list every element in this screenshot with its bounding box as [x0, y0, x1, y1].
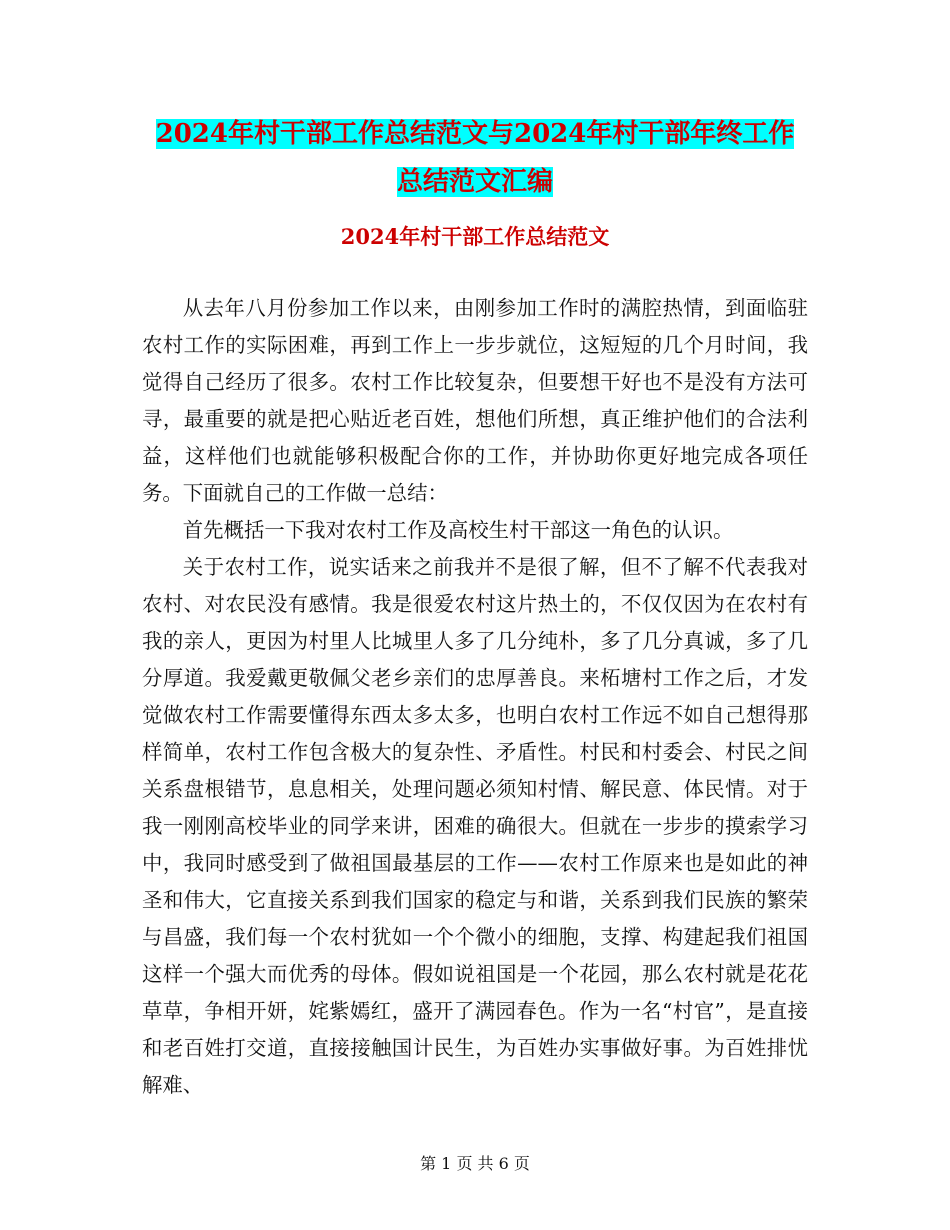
document-title-line-2: 总结范文汇编	[396, 167, 553, 197]
page-footer: 第 1 页 共 6 页	[420, 1154, 530, 1173]
document-body	[142, 290, 808, 1104]
paragraph: 从去年八月份参加工作以来，由刚参加工作时的满腔热情，到面临驻农村工作的实际困难，再到工作上一步步就位，这短短的几个月时间，我觉得自己经历了很多。农村工作比较复杂，但要想干好也不是没有方法可寻，最重要的就是把心贴近老百姓，想他们所想，真正维护他们的合法利益，这样他们也就能够积极配合你的工作，并协助你更好地完成各项任务。下面就自己的工作做一总结：	[142, 296, 808, 505]
paragraph: 关于农村工作，说实话来之前我并不是很了解，但不了解不代表我对农村、对农民没有感情。我是很爱农村这片热土的，不仅仅因为在农村有我的亲人，更因为村里人比城里人多了几分纯朴，多了几分真诚，多了几分厚道。我爱戴更敬佩父老乡亲们的忠厚善良。来柘塘村工作之后，才发觉做农村工作需要懂得东西太多太多，也明白农村工作远不如自己想得那样简单，农村工作包含极大的复杂性、矛盾性。村民和村委会、村民之间关系盘根错节，息息相关，处理问题必须知村情、解民意、体民情。对于我一刚刚高校毕业的同学来讲，困难的确很大。但就在一步步的摸索学习中，我同时感受到了做祖国最基层的工作——农村工作原来也是如此的神圣和伟大，它直接关系到我们国家的稳定与和谐，关系到我们民族的繁荣与昌盛，我们每一个农村犹如一个个微小的细胞，支撑、构建起我们祖国这样一个强大而优秀的母体。假如说祖国是一个花园，那么农村就是花花草草，争相开妍，姹紫嫣红，盛开了满园春色。作为一名“村官”，是直接和老百姓打交道，直接接触国计民生，为百姓办实事做好事。为百姓排忧解难、	[142, 555, 808, 1097]
document-title-line-1: 2024年村干部工作总结范文与2024年村干部年终工作	[155, 119, 795, 149]
paragraph: 首先概括一下我对农村工作及高校生村干部这一角色的认识。	[182, 518, 734, 542]
section-heading: 2024年村干部工作总结范文	[340, 224, 610, 249]
document-title	[140, 110, 810, 206]
